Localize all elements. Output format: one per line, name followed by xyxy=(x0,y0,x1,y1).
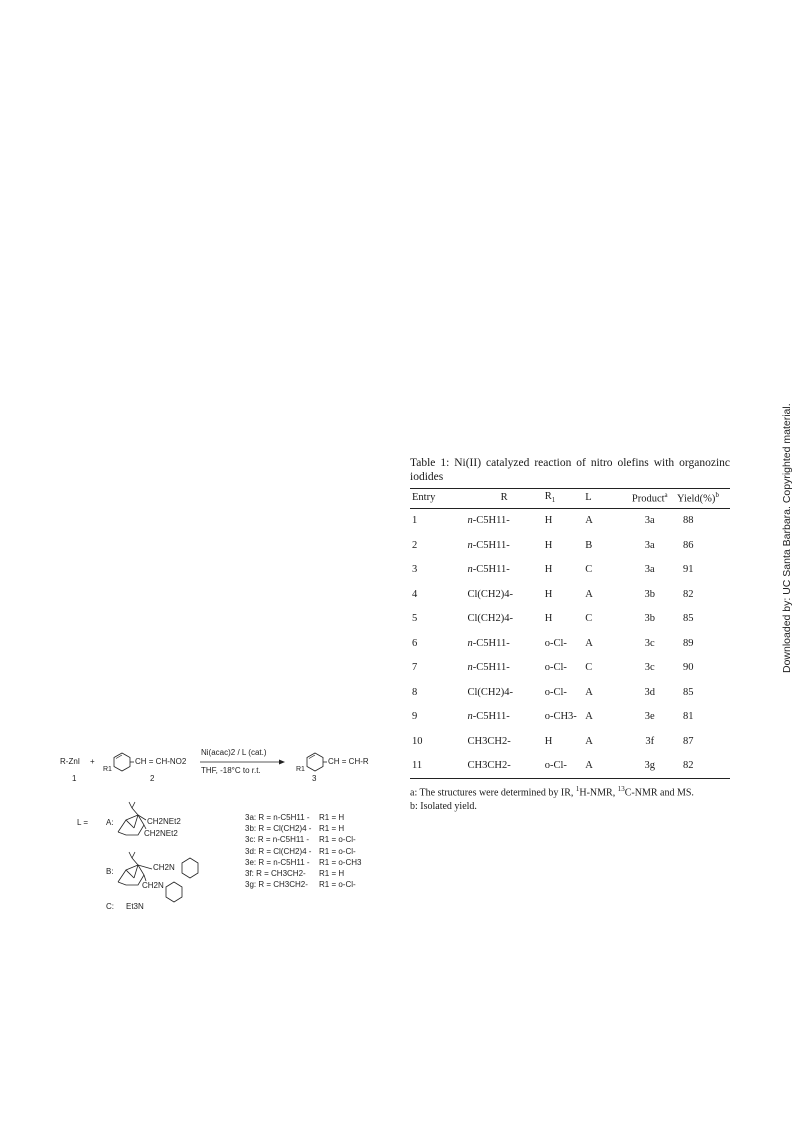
cell-r1: H xyxy=(544,515,553,527)
ligand-l-equals: L = xyxy=(77,818,89,827)
table-row xyxy=(410,680,730,705)
cell-entry: 5 xyxy=(412,613,418,625)
table-row xyxy=(410,729,730,754)
product-r-definition: 3b: R = Cl(CH2)4 - xyxy=(245,824,312,834)
product-benzene-ring xyxy=(307,753,323,771)
cell-product: 3a xyxy=(644,539,655,551)
reactant-r1-label: R1 xyxy=(103,766,112,773)
results-table xyxy=(410,488,730,779)
cell-r1: H xyxy=(544,539,553,551)
cell-l: A xyxy=(585,686,593,698)
compound-label-1: 1 xyxy=(72,774,77,783)
cell-product: 3f xyxy=(645,735,655,747)
cell-product: 3a xyxy=(644,515,655,527)
watermark-text: Downloaded by: UC Santa Barbara. Copyrighted material. xyxy=(781,403,793,673)
cell-r1: o-Cl- xyxy=(544,637,567,649)
table-row xyxy=(410,582,730,607)
product-r1-definition: R1 = o-Cl- xyxy=(319,846,356,856)
cell-l: C xyxy=(585,613,593,625)
cell-r-prefix: n- xyxy=(467,515,477,527)
cell-yield: 87 xyxy=(682,735,694,747)
product-r-definition: 3e: R = n-C5H11 - xyxy=(245,857,310,867)
cell-r xyxy=(464,656,545,681)
product-r-definition: 3c: R = n-C5H11 - xyxy=(245,835,310,845)
product-definition-row xyxy=(245,868,361,879)
footnote-a-h-sup: 1 xyxy=(575,785,580,793)
cell-yield: 90 xyxy=(682,662,694,674)
product-r1-definition: R1 = o-CH3 xyxy=(319,857,362,867)
header-yield xyxy=(677,489,730,509)
cell-r1: o-CH3- xyxy=(544,711,577,723)
ligand-b-label: B: xyxy=(106,867,114,876)
table-row xyxy=(410,631,730,656)
reaction-scheme xyxy=(60,745,405,911)
cell-product: 3d xyxy=(644,686,655,698)
table-caption: Table 1: Ni(II) catalyzed reaction of nitro olefins with organozinc iodides xyxy=(410,457,730,483)
cell-entry: 7 xyxy=(412,662,418,674)
product-r-definition: 3f: R = CH3CH2- xyxy=(245,869,306,879)
footnote-a-c-text: C-NMR and MS. xyxy=(624,787,694,799)
cell-l: A xyxy=(585,588,593,600)
cell-r xyxy=(464,729,545,754)
cell-l: A xyxy=(585,711,593,723)
cell-l: C xyxy=(585,662,593,674)
cell-r-formula: CH3CH2- xyxy=(467,760,511,772)
ligand-c-text: Et3N xyxy=(126,902,144,911)
ligand-a-label: A: xyxy=(106,818,114,827)
header-r: R xyxy=(464,489,545,509)
cell-r1: H xyxy=(544,735,553,747)
cell-product: 3b xyxy=(644,588,655,600)
product-r-definition: 3d: R = Cl(CH2)4 - xyxy=(245,846,312,856)
table-header-row xyxy=(410,489,730,509)
arrow-conditions-bottom: THF, -18°C to r.t. xyxy=(201,766,261,775)
header-yield-sup: b xyxy=(715,491,719,499)
footnote-b: b: Isolated yield. xyxy=(410,800,477,812)
footnote-a xyxy=(410,783,730,800)
cell-product: 3g xyxy=(623,754,677,779)
ligand-c-label: C: xyxy=(106,902,114,911)
product-r1-definition: R1 = o-Cl- xyxy=(319,880,356,890)
cell-r-formula: CH3CH2- xyxy=(467,735,511,747)
cell-entry: 11 xyxy=(410,754,464,779)
compound-label-3: 3 xyxy=(312,774,317,783)
table-footnotes xyxy=(410,783,730,813)
cell-r-formula: C5H11- xyxy=(476,711,510,723)
reaction-arrow-head xyxy=(279,760,285,765)
cell-r-formula: C5H11- xyxy=(476,637,510,649)
product-r1-definition: R1 = H xyxy=(319,813,345,822)
ligand-b-group-1: CH2N xyxy=(153,863,175,872)
compound-label-2: 2 xyxy=(150,774,155,783)
cell-r-formula: C5H11- xyxy=(476,515,510,527)
download-watermark xyxy=(778,398,793,673)
cell-r xyxy=(464,582,545,607)
cell-yield: 85 xyxy=(682,613,694,625)
cell-yield: 89 xyxy=(682,637,694,649)
header-product-sup: a xyxy=(664,491,668,499)
product-r1-definition: R1 = H xyxy=(319,869,345,879)
footnote-a-h-text: H-NMR, xyxy=(579,787,618,799)
cell-yield: 85 xyxy=(682,686,694,698)
header-r1-sub: 1 xyxy=(551,496,556,505)
footnote-a-c-sup: 13 xyxy=(617,785,625,793)
cell-yield: 86 xyxy=(682,539,694,551)
cell-entry: 2 xyxy=(412,539,418,551)
table-row xyxy=(410,754,730,779)
table-row xyxy=(410,656,730,681)
cell-yield: 82 xyxy=(682,588,694,600)
cell-entry: 9 xyxy=(412,711,418,723)
cell-r-prefix: n- xyxy=(467,662,477,674)
table-row xyxy=(410,607,730,632)
cell-entry: 6 xyxy=(412,637,418,649)
product-r-definition: 3a: R = n-C5H11 - xyxy=(245,813,310,822)
plus-sign: + xyxy=(90,757,95,766)
cell-r-prefix: n- xyxy=(467,711,477,723)
cell-r xyxy=(464,705,545,730)
header-entry: Entry xyxy=(410,489,464,509)
product-definition-row xyxy=(245,846,361,857)
ligand-a-group-2: CH2NEt2 xyxy=(144,829,178,838)
ligand-b-structure xyxy=(118,852,198,902)
header-l: L xyxy=(585,489,622,509)
header-yield-label: Yield(%) xyxy=(676,493,716,505)
ligand-a-structure xyxy=(118,802,146,835)
cell-r xyxy=(464,533,545,558)
cell-entry: 10 xyxy=(412,735,423,747)
cell-r1: H xyxy=(544,564,553,576)
cell-r1: H xyxy=(544,588,553,600)
cell-l: B xyxy=(585,539,593,551)
cell-r-formula: Cl(CH2)4- xyxy=(467,686,514,698)
cell-r-formula: Cl(CH2)4- xyxy=(467,588,514,600)
cell-r xyxy=(464,631,545,656)
cell-yield: 91 xyxy=(682,564,694,576)
product-r-definition: 3g: R = CH3CH2- xyxy=(245,880,308,890)
cell-r-prefix: n- xyxy=(467,539,477,551)
cell-product: 3c xyxy=(644,637,655,649)
cell-l: A xyxy=(585,735,593,747)
table-row xyxy=(410,705,730,730)
cell-entry: 1 xyxy=(412,515,418,527)
cell-entry: 3 xyxy=(412,564,418,576)
cell-r-formula: Cl(CH2)4- xyxy=(467,613,514,625)
product-definition-row xyxy=(245,857,361,868)
cell-entry: 4 xyxy=(412,588,418,600)
reagent-1: R-ZnI xyxy=(60,757,80,766)
cell-product: 3b xyxy=(644,613,655,625)
cell-yield: 82 xyxy=(677,754,730,779)
cell-l: A xyxy=(585,515,593,527)
cell-yield: 81 xyxy=(682,711,694,723)
header-product xyxy=(623,489,677,509)
product-definition-row xyxy=(245,834,361,845)
reagent-2-chain: CH = CH-NO2 xyxy=(135,757,187,766)
product-r1-label: R1 xyxy=(296,766,305,773)
cell-r1: o-Cl- xyxy=(544,662,567,674)
cell-r1: o-Cl- xyxy=(545,754,585,779)
product-definition-row xyxy=(245,879,361,890)
cell-r xyxy=(464,508,545,533)
cell-l: A xyxy=(585,637,593,649)
reactant-benzene-ring xyxy=(114,753,130,771)
cell-product: 3c xyxy=(644,662,655,674)
cell-product: 3e xyxy=(644,711,655,723)
product-r1-definition: R1 = o-Cl- xyxy=(319,835,356,845)
header-product-label: Product xyxy=(631,493,665,505)
header-r1 xyxy=(545,489,585,509)
cell-l: A xyxy=(585,754,622,779)
arrow-conditions-top: Ni(acac)2 / L (cat.) xyxy=(201,748,267,757)
cell-r-prefix: n- xyxy=(467,564,477,576)
footnote-a-prefix: a: The structures were determined by IR, xyxy=(410,787,576,799)
header-r1-base: R xyxy=(544,491,552,503)
table-body xyxy=(410,508,730,779)
cell-r xyxy=(464,558,545,583)
product-definition-row xyxy=(245,823,361,834)
table-row xyxy=(410,558,730,583)
cell-r-formula: C5H11- xyxy=(476,564,510,576)
cell-r-prefix: n- xyxy=(467,637,477,649)
results-table-block xyxy=(410,456,730,813)
cell-entry: 8 xyxy=(412,686,418,698)
table-row xyxy=(410,508,730,533)
cell-yield: 88 xyxy=(682,515,694,527)
cell-r-formula: C5H11- xyxy=(476,539,510,551)
ligand-b-group-2: CH2N xyxy=(142,881,164,890)
cell-r1: H xyxy=(544,613,553,625)
cell-r-formula: C5H11- xyxy=(476,662,510,674)
product-definition-row xyxy=(245,812,361,823)
product-definitions xyxy=(245,812,361,890)
cell-r xyxy=(464,754,545,779)
cell-product: 3a xyxy=(644,564,655,576)
table-row xyxy=(410,533,730,558)
cell-r xyxy=(464,607,545,632)
ligand-a-group-1: CH2NEt2 xyxy=(147,817,181,826)
product-r1-definition: R1 = H xyxy=(319,824,345,834)
cell-r1: o-Cl- xyxy=(544,686,567,698)
cell-r xyxy=(464,680,545,705)
product-chain: CH = CH-R xyxy=(328,757,369,766)
cell-l: C xyxy=(585,564,593,576)
